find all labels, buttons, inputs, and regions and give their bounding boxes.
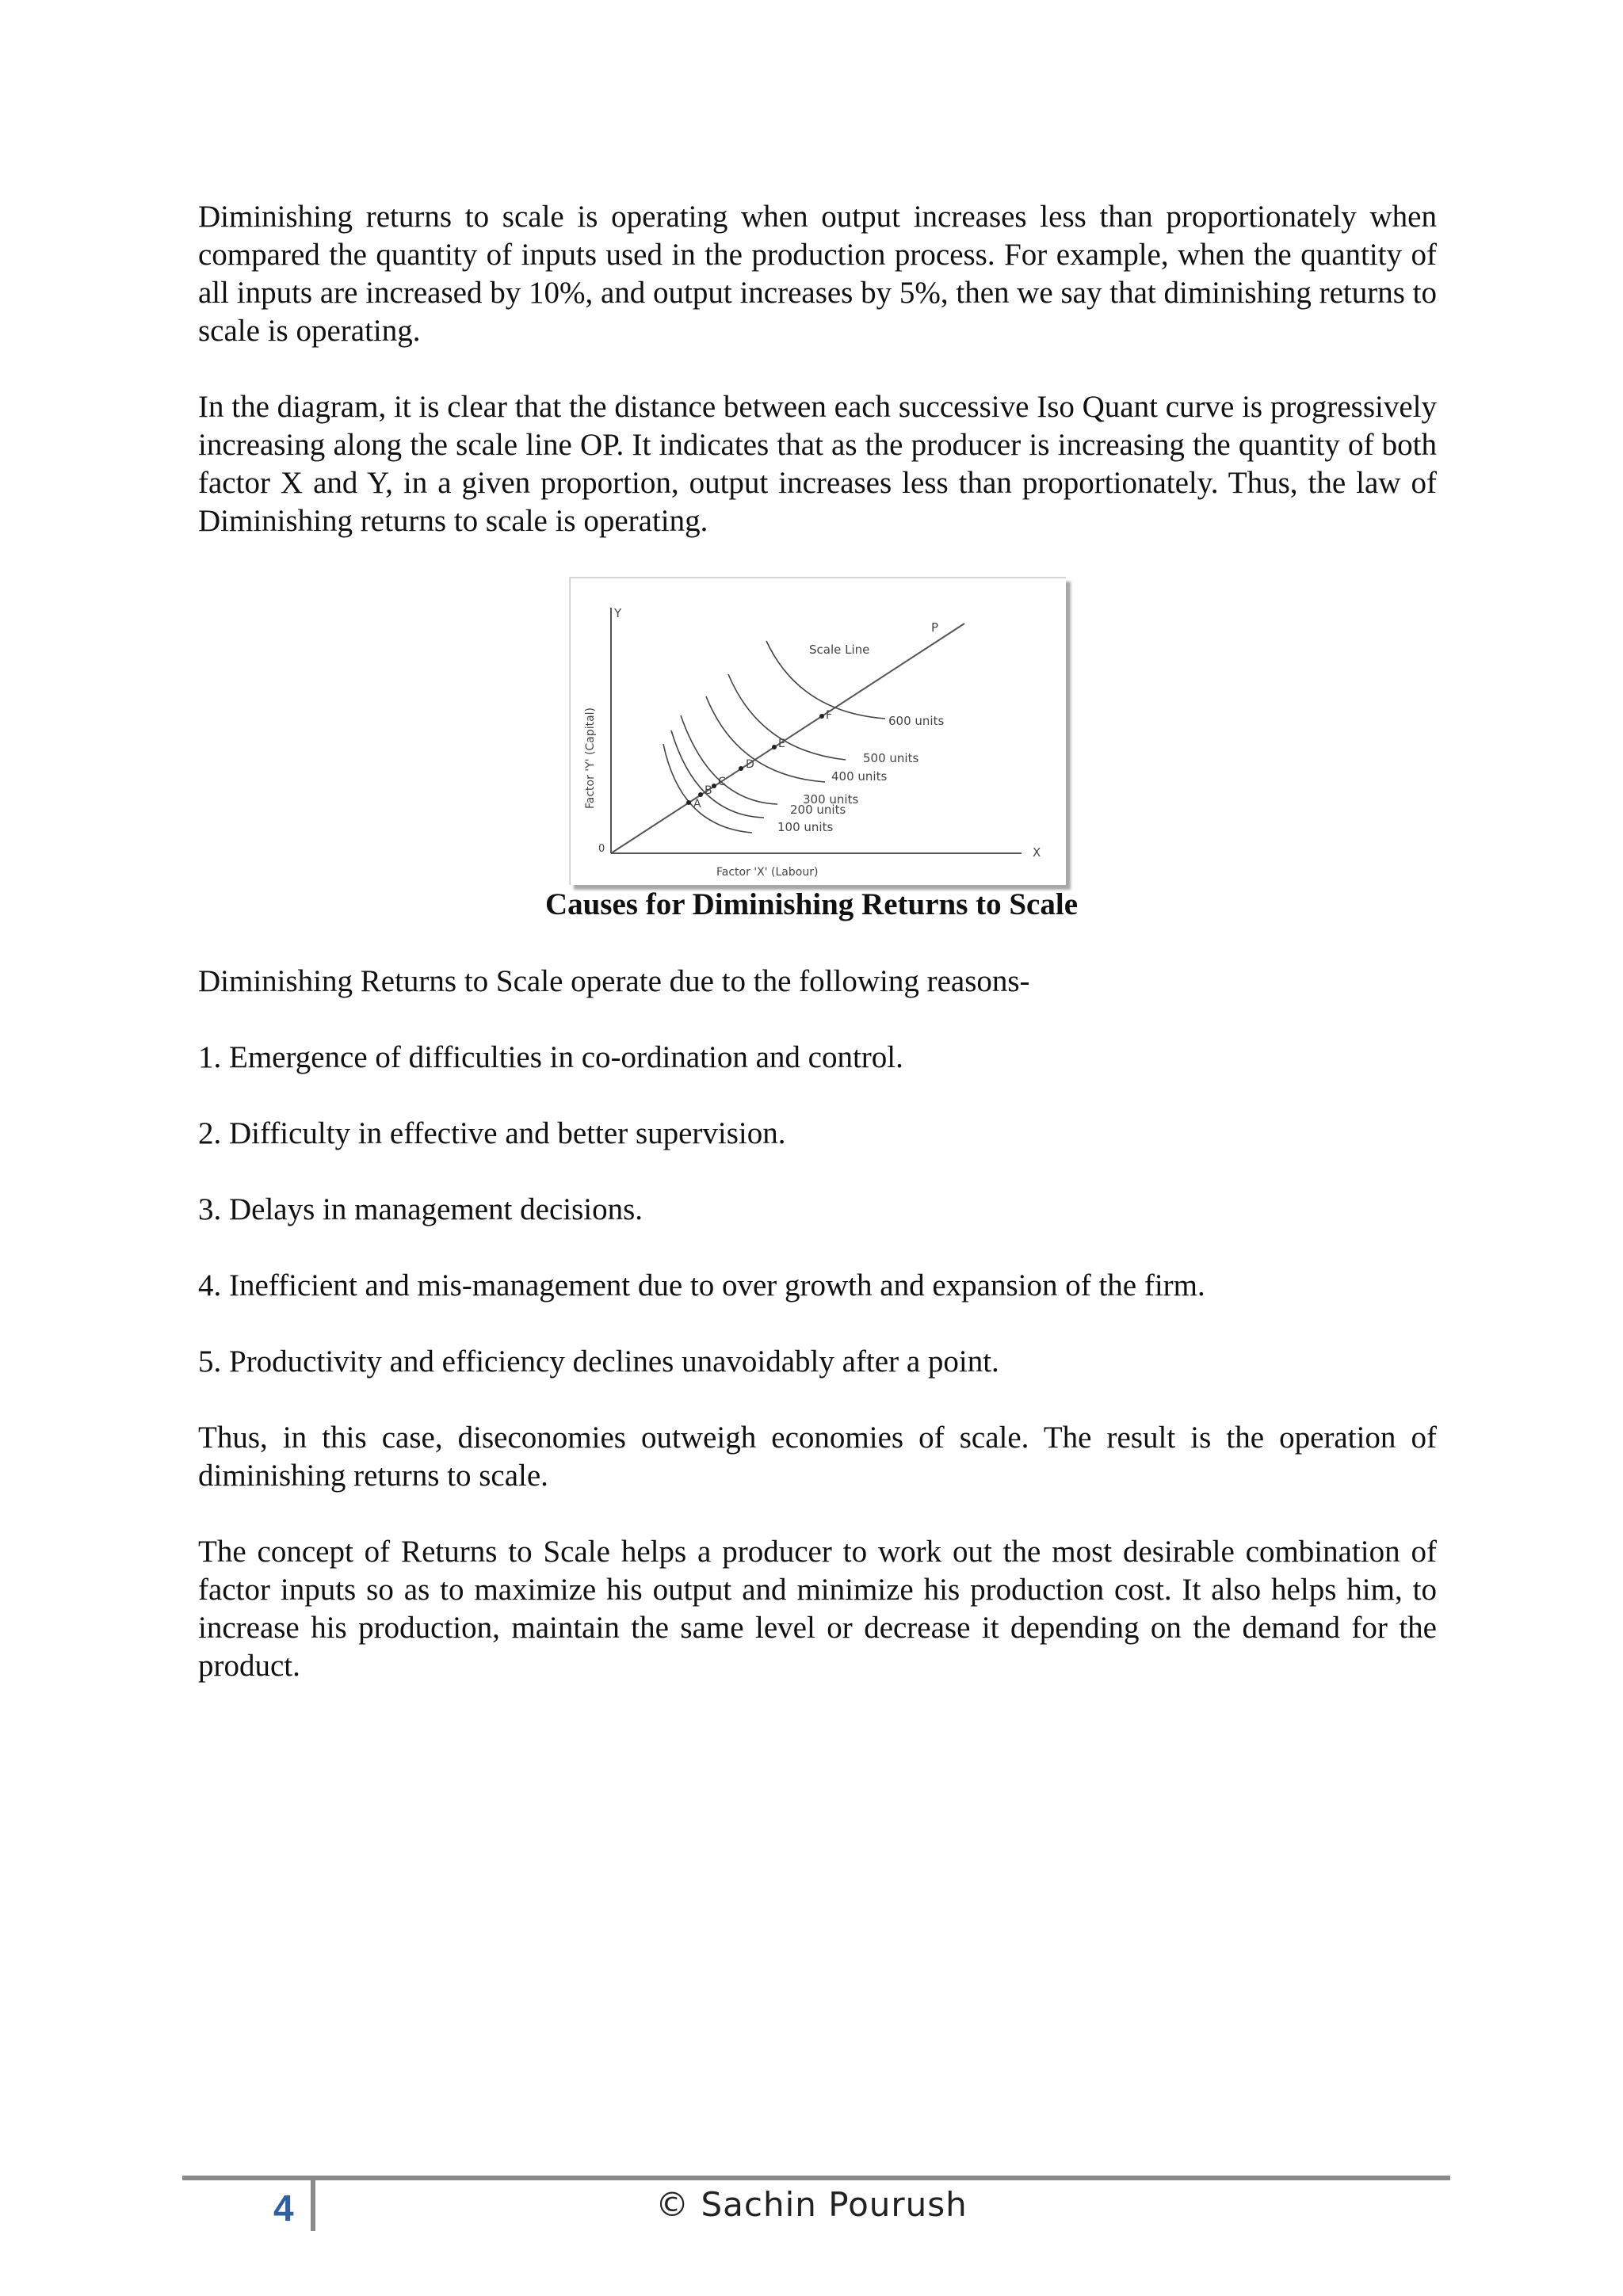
isoquant-500-label: 500 units [863, 751, 919, 765]
y-axis-title: Factor 'Y' (Capital) [584, 707, 597, 809]
point-e-marker [772, 745, 777, 749]
point-c-marker [712, 784, 716, 788]
point-a-label: A [693, 798, 701, 810]
isoquant-diagram-svg [570, 578, 1066, 885]
isoquant-100-label: 100 units [777, 820, 834, 834]
reason-item-1: 1. Emergence of difficulties in co-ordination and control. [198, 1040, 903, 1074]
isoquant-300-label: 300 units [803, 792, 859, 807]
page-number: 4 [273, 2187, 294, 2229]
origin-label: 0 [598, 843, 605, 855]
reasons-intro: Diminishing Returns to Scale operate due to the following reasons- [198, 964, 1030, 998]
point-a-marker [686, 800, 691, 805]
isoquant-400-label: 400 units [831, 769, 888, 784]
isoquant-600-label: 600 units [888, 714, 945, 728]
point-d-marker [739, 766, 743, 771]
reason-item-2: 2. Difficulty in effective and better supervision. [198, 1116, 786, 1150]
point-f-label: F [826, 709, 833, 722]
scale-line [611, 624, 964, 853]
line-end-p-label: P [931, 620, 939, 635]
point-f-marker [819, 714, 824, 719]
paragraph-conclusion: Thus, in this case, diseconomies outweigh economies of scale. The result is the operation of diminishing returns to scale. [198, 1421, 1437, 1493]
x-axis-letter: X [1033, 845, 1041, 860]
point-e-label: E [778, 738, 785, 750]
point-c-label: C [718, 776, 726, 788]
point-d-label: D [746, 758, 754, 771]
y-axis-letter: Y [614, 606, 622, 620]
paragraph-definition: Diminishing returns to scale is operating when output increases less than proportionately when compared the quantity of inputs used in the production process. For example, when the quantity of all inputs are increased by 10%, and output increases by 5%, then we say that diminishing returns to scale is operating. [198, 200, 1437, 348]
reason-item-5: 5. Productivity and efficiency declines unavoidably after a point. [198, 1344, 999, 1379]
footer-rule [182, 2176, 1450, 2180]
isoquant-300 [681, 715, 777, 804]
isoquant-400 [706, 696, 825, 782]
isoquant-200-label: 200 units [790, 803, 846, 817]
isoquant-diagram [569, 577, 1066, 885]
paragraph-closing: The concept of Returns to Scale helps a producer to work out the most desirable combination of factor inputs so as to maximize his output and minimize his production cost. It also helps him, to increase his production, maintain the same level or decrease it depending on the demand for the product. [198, 1535, 1437, 1683]
point-b-marker [698, 792, 703, 797]
scale-line-label: Scale Line [809, 643, 870, 657]
paragraph-diagram-explanation: In the diagram, it is clear that the distance between each successive Iso Quant curve is progressively increasing along the scale line OP. It indicates that as the producer is increasing the quantity of both factor X and Y, in a given proportion, output increases less than proportionately. Thus, the law of Diminishing returns to scale is operating. [198, 390, 1437, 538]
reason-item-3: 3. Delays in management decisions. [198, 1192, 643, 1226]
copyright-notice: © Sachin Pourush [655, 2185, 968, 2224]
x-axis-title: Factor 'X' (Labour) [716, 866, 819, 879]
point-b-label: B [705, 784, 712, 797]
reason-item-4: 4. Inefficient and mis-management due to over growth and expansion of the firm. [198, 1268, 1205, 1302]
section-heading: Causes for Diminishing Returns to Scale [544, 887, 1079, 921]
